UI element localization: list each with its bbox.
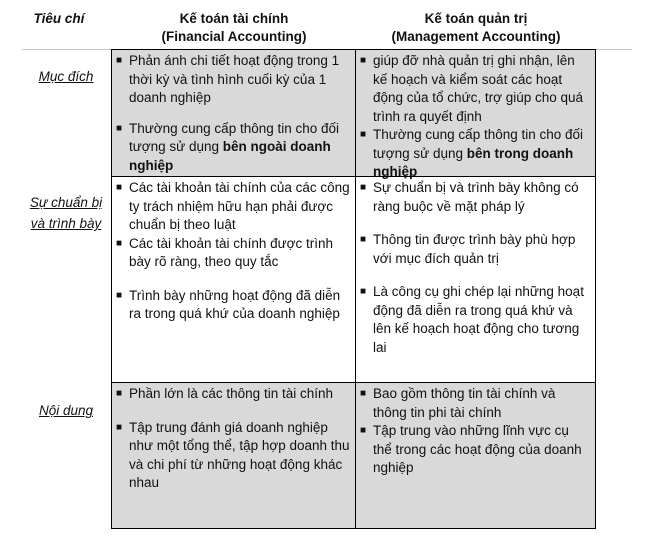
bullet-item bbox=[360, 385, 591, 422]
bullet-text: Phản ánh chi tiết hoạt động trong 1 thời kỳ và tình hình cuối kỳ của 1 doanh nghiệp bbox=[129, 53, 340, 105]
square-bullet-icon: ■ bbox=[116, 289, 123, 301]
square-bullet-icon: ■ bbox=[116, 421, 123, 433]
square-bullet-icon: ■ bbox=[116, 237, 123, 249]
bullet-text: giúp đỡ nhà quản trị ghi nhận, lên kế hoạch và kiểm soát các hoạt động của tổ chức, trợ giúp cho quá trình ra quyết định bbox=[373, 53, 584, 124]
bullet-item bbox=[360, 126, 591, 182]
square-bullet-icon: ■ bbox=[360, 55, 367, 66]
bullet-text: Các tài khoản tài chính được trình bày rõ ràng, theo quy tắc bbox=[129, 235, 333, 269]
bullet-item bbox=[116, 235, 351, 272]
square-bullet-icon: ■ bbox=[360, 234, 367, 245]
bullet-text: Tập trung đánh giá doanh nghiệp như một tổng thể, tập hợp doanh thu và chi phí từ những hoạt động khác nhau bbox=[129, 419, 350, 490]
financial-preparation-cell bbox=[111, 176, 356, 383]
bullet-item bbox=[360, 422, 591, 478]
financial-subtitle: (Financial Accounting) bbox=[161, 29, 307, 44]
financial-content-cell bbox=[111, 382, 356, 529]
criterion-content: Nội dung bbox=[38, 403, 94, 418]
square-bullet-icon: ■ bbox=[360, 286, 367, 297]
bullet-text: Bao gồm thông tin tài chính và thông tin phi tài chính bbox=[373, 386, 556, 420]
financial-title: Kế toán tài chính bbox=[179, 11, 289, 26]
bullet-item bbox=[360, 231, 591, 268]
bold-text: bên ngoài doanh nghiệp bbox=[129, 139, 331, 173]
bullet-item bbox=[116, 419, 351, 493]
financial-accounting-header bbox=[112, 10, 356, 46]
management-content-cell bbox=[355, 382, 596, 529]
square-bullet-icon: ■ bbox=[360, 425, 367, 436]
bullet-item bbox=[360, 283, 591, 357]
square-bullet-icon: ■ bbox=[116, 122, 123, 134]
bullet-text: Thường cung cấp thông tin cho đối tượng sử dụng bên ngoài doanh nghiệp bbox=[129, 120, 340, 173]
square-bullet-icon: ■ bbox=[360, 388, 367, 399]
bullet-item bbox=[116, 287, 351, 324]
management-preparation-cell bbox=[355, 176, 596, 383]
management-subtitle: (Management Accounting) bbox=[391, 29, 561, 44]
criterion-preparation: Sự chuẩn bị và trình bày bbox=[29, 195, 103, 231]
bullet-text: Thông tin được trình bày phù hợp với mục đích quản trị bbox=[373, 232, 576, 266]
square-bullet-icon: ■ bbox=[116, 55, 123, 66]
bullet-text: Là công cụ ghi chép lại những hoạt động đã diễn ra trong quá khứ và lên kế hoạch hoạt động cho tương lai bbox=[373, 284, 584, 355]
square-bullet-icon: ■ bbox=[116, 182, 123, 193]
square-bullet-icon: ■ bbox=[360, 182, 367, 193]
bullet-text: Thường cung cấp thông tin cho đối tượng sử dụng bên trong doanh nghiệp bbox=[373, 127, 584, 179]
bullet-item bbox=[116, 52, 351, 108]
management-accounting-header bbox=[356, 10, 596, 46]
bullet-text: Sự chuẩn bị và trình bày không có ràng buộc về mặt pháp lý bbox=[373, 180, 579, 214]
management-title: Kế toán quản trị bbox=[424, 11, 528, 26]
bullet-text: Tập trung vào những lĩnh vực cụ thể trong các hoạt động của doanh nghiệp bbox=[373, 423, 582, 475]
bullet-text: Phần lớn là các thông tin tài chính bbox=[129, 386, 333, 401]
bullet-item bbox=[360, 52, 591, 126]
bullet-text: Các tài khoản tài chính của các công ty trách nhiệm hữu hạn phải được chuẩn bị theo luật bbox=[129, 180, 350, 232]
criteria-header: Tiêu chí bbox=[33, 11, 85, 26]
management-purpose-cell bbox=[355, 49, 596, 177]
square-bullet-icon: ■ bbox=[116, 388, 123, 399]
bullet-text: Trình bày những hoạt động đã diễn ra trong quá khứ của doanh nghiệp bbox=[129, 287, 341, 321]
bold-text: bên trong doanh nghiệp bbox=[373, 145, 574, 179]
bullet-item bbox=[360, 179, 591, 216]
bullet-item bbox=[116, 385, 351, 404]
bullet-item bbox=[116, 179, 351, 235]
bullet-item bbox=[116, 120, 351, 176]
financial-purpose-cell bbox=[111, 49, 356, 177]
criterion-purpose: Mục đích bbox=[38, 69, 94, 84]
square-bullet-icon: ■ bbox=[360, 129, 367, 140]
